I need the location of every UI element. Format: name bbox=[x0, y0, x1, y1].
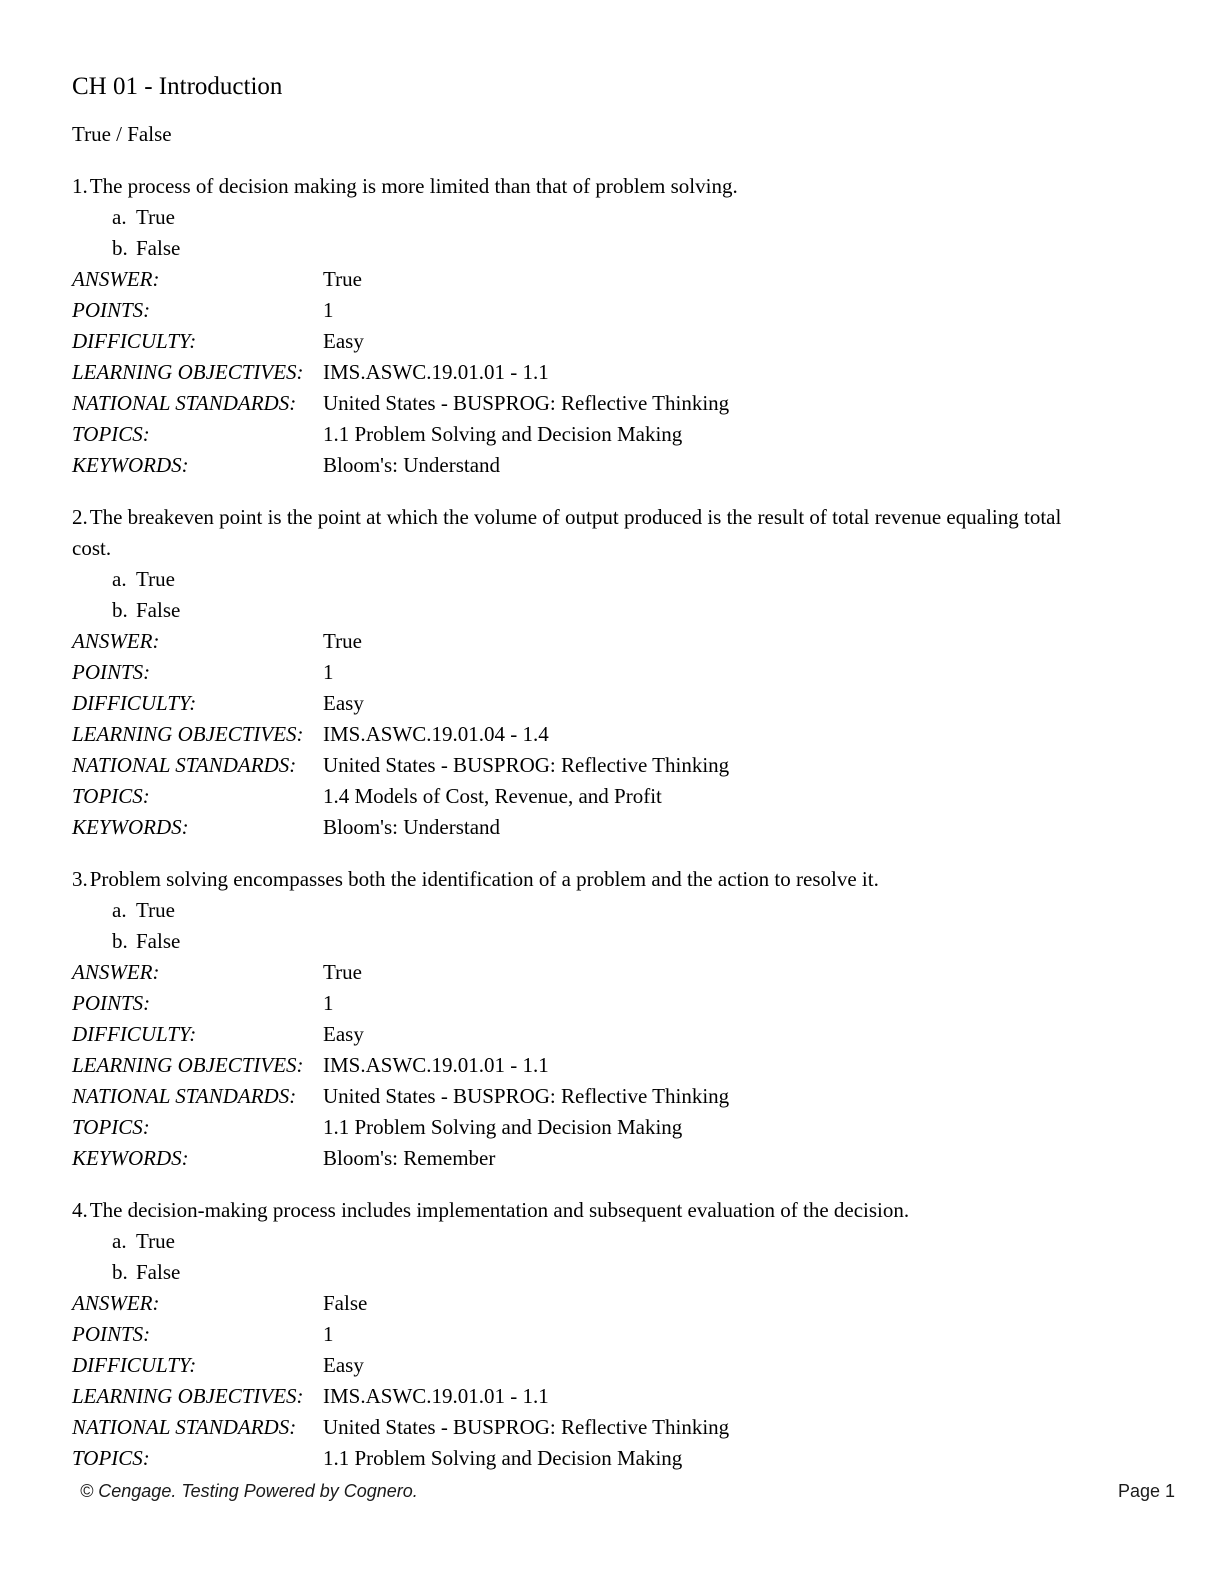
meta-label: TOPICS: bbox=[72, 784, 150, 808]
page-footer bbox=[80, 1480, 1175, 1502]
question-number: 4. bbox=[72, 1198, 88, 1222]
question-number: 1. bbox=[72, 174, 88, 198]
question-block-1 bbox=[72, 171, 1155, 481]
meta-label: NATIONAL STANDARDS: bbox=[72, 1084, 297, 1108]
answer-option-a bbox=[72, 895, 1155, 926]
answer-option-a bbox=[72, 202, 1155, 233]
meta-value: Easy bbox=[323, 691, 364, 715]
meta-label: ANSWER: bbox=[72, 960, 160, 984]
meta-label: NATIONAL STANDARDS: bbox=[72, 753, 297, 777]
meta-value: 1.1 Problem Solving and Decision Making bbox=[323, 1115, 683, 1139]
meta-value: False bbox=[323, 1291, 368, 1315]
meta-row-learning-objectives bbox=[72, 719, 1155, 750]
question-body: The decision-making process includes implementation and subsequent evaluation of the decision. bbox=[89, 1198, 910, 1222]
answer-option-b bbox=[72, 1257, 1155, 1288]
option-label: True bbox=[136, 1229, 175, 1253]
meta-row-learning-objectives bbox=[72, 1050, 1155, 1081]
meta-value: Bloom's: Understand bbox=[323, 815, 501, 839]
meta-value: IMS.ASWC.19.01.01 - 1.1 bbox=[323, 360, 549, 384]
meta-label: DIFFICULTY: bbox=[72, 691, 197, 715]
option-label: False bbox=[136, 236, 181, 260]
question-block-4 bbox=[72, 1195, 1155, 1474]
option-letter: a. bbox=[112, 567, 127, 591]
meta-row-points bbox=[72, 295, 1155, 326]
meta-label: NATIONAL STANDARDS: bbox=[72, 391, 297, 415]
footer-page-number: Page 1 bbox=[1117, 1481, 1175, 1501]
meta-row-national-standards bbox=[72, 388, 1155, 419]
meta-value: United States - BUSPROG: Reflective Thinking bbox=[323, 753, 730, 777]
question-body: Problem solving encompasses both the identification of a problem and the action to resolve it. bbox=[89, 867, 879, 891]
meta-label: LEARNING OBJECTIVES: bbox=[72, 1384, 304, 1408]
question-body: The process of decision making is more limited than that of problem solving. bbox=[89, 174, 738, 198]
meta-value: True bbox=[323, 629, 362, 653]
question-block-3 bbox=[72, 864, 1155, 1174]
meta-label: POINTS: bbox=[72, 660, 151, 684]
meta-label: POINTS: bbox=[72, 1322, 151, 1346]
meta-label: TOPICS: bbox=[72, 1115, 150, 1139]
page-content bbox=[72, 72, 1155, 1474]
meta-row-keywords bbox=[72, 450, 1155, 481]
option-letter: b. bbox=[112, 236, 128, 260]
page-title: CH 01 - Introduction bbox=[72, 73, 283, 100]
meta-row-national-standards bbox=[72, 1081, 1155, 1112]
meta-row-keywords bbox=[72, 1143, 1155, 1174]
meta-row-answer bbox=[72, 1288, 1155, 1319]
meta-label: DIFFICULTY: bbox=[72, 329, 197, 353]
meta-value: Bloom's: Understand bbox=[323, 453, 501, 477]
meta-row-keywords bbox=[72, 812, 1155, 843]
meta-label: ANSWER: bbox=[72, 1291, 160, 1315]
meta-row-answer bbox=[72, 264, 1155, 295]
meta-value: United States - BUSPROG: Reflective Thinking bbox=[323, 1084, 730, 1108]
meta-label: POINTS: bbox=[72, 991, 151, 1015]
question-text bbox=[72, 502, 1087, 564]
meta-value: IMS.ASWC.19.01.01 - 1.1 bbox=[323, 1053, 549, 1077]
meta-label: DIFFICULTY: bbox=[72, 1022, 197, 1046]
answer-option-b bbox=[72, 233, 1155, 264]
option-letter: a. bbox=[112, 898, 127, 922]
question-body: The breakeven point is the point at which the volume of output produced is the result of total revenue equaling total cost. bbox=[72, 505, 1062, 560]
meta-label: LEARNING OBJECTIVES: bbox=[72, 1053, 304, 1077]
meta-value: Easy bbox=[323, 1022, 364, 1046]
meta-value: IMS.ASWC.19.01.01 - 1.1 bbox=[323, 1384, 549, 1408]
meta-label: TOPICS: bbox=[72, 422, 150, 446]
meta-row-difficulty bbox=[72, 688, 1155, 719]
option-label: False bbox=[136, 1260, 181, 1284]
answer-option-a bbox=[72, 564, 1155, 595]
answer-option-b bbox=[72, 595, 1155, 626]
meta-label: LEARNING OBJECTIVES: bbox=[72, 360, 304, 384]
question-block-2 bbox=[72, 502, 1155, 843]
meta-value: Bloom's: Remember bbox=[323, 1146, 496, 1170]
meta-label: DIFFICULTY: bbox=[72, 1353, 197, 1377]
meta-row-difficulty bbox=[72, 326, 1155, 357]
meta-value: True bbox=[323, 960, 362, 984]
meta-value: Easy bbox=[323, 329, 364, 353]
meta-row-answer bbox=[72, 957, 1155, 988]
meta-value: 1 bbox=[323, 298, 334, 322]
option-letter: b. bbox=[112, 1260, 128, 1284]
meta-label: KEYWORDS: bbox=[72, 815, 189, 839]
option-label: False bbox=[136, 929, 181, 953]
section-label: True / False bbox=[72, 122, 172, 146]
meta-row-topics bbox=[72, 419, 1155, 450]
meta-label: ANSWER: bbox=[72, 629, 160, 653]
meta-row-difficulty bbox=[72, 1019, 1155, 1050]
option-letter: a. bbox=[112, 1229, 127, 1253]
meta-row-topics bbox=[72, 781, 1155, 812]
meta-label: KEYWORDS: bbox=[72, 1146, 189, 1170]
meta-row-answer bbox=[72, 626, 1155, 657]
meta-label: KEYWORDS: bbox=[72, 453, 189, 477]
option-letter: a. bbox=[112, 205, 127, 229]
meta-row-points bbox=[72, 988, 1155, 1019]
answer-option-b bbox=[72, 926, 1155, 957]
meta-value: 1.1 Problem Solving and Decision Making bbox=[323, 1446, 683, 1470]
meta-value: 1 bbox=[323, 1322, 334, 1346]
meta-row-national-standards bbox=[72, 1412, 1155, 1443]
option-label: False bbox=[136, 598, 181, 622]
meta-label: LEARNING OBJECTIVES: bbox=[72, 722, 304, 746]
option-label: True bbox=[136, 205, 175, 229]
meta-row-learning-objectives bbox=[72, 357, 1155, 388]
meta-value: 1 bbox=[323, 660, 334, 684]
meta-value: United States - BUSPROG: Reflective Thinking bbox=[323, 391, 730, 415]
option-label: True bbox=[136, 898, 175, 922]
meta-row-topics bbox=[72, 1443, 1155, 1474]
option-letter: b. bbox=[112, 598, 128, 622]
meta-row-points bbox=[72, 657, 1155, 688]
meta-value: IMS.ASWC.19.01.04 - 1.4 bbox=[323, 722, 549, 746]
meta-row-national-standards bbox=[72, 750, 1155, 781]
meta-label: NATIONAL STANDARDS: bbox=[72, 1415, 297, 1439]
meta-value: 1.4 Models of Cost, Revenue, and Profit bbox=[323, 784, 662, 808]
answer-option-a bbox=[72, 1226, 1155, 1257]
option-letter: b. bbox=[112, 929, 128, 953]
meta-row-difficulty bbox=[72, 1350, 1155, 1381]
meta-label: TOPICS: bbox=[72, 1446, 150, 1470]
meta-value: Easy bbox=[323, 1353, 364, 1377]
meta-row-learning-objectives bbox=[72, 1381, 1155, 1412]
question-number: 3. bbox=[72, 867, 88, 891]
question-text bbox=[72, 1195, 1087, 1226]
question-text bbox=[72, 864, 1087, 895]
question-number: 2. bbox=[72, 505, 88, 529]
meta-value: 1 bbox=[323, 991, 334, 1015]
meta-value: 1.1 Problem Solving and Decision Making bbox=[323, 422, 683, 446]
meta-value: United States - BUSPROG: Reflective Thinking bbox=[323, 1415, 730, 1439]
option-label: True bbox=[136, 567, 175, 591]
meta-row-points bbox=[72, 1319, 1155, 1350]
meta-label: ANSWER: bbox=[72, 267, 160, 291]
meta-row-topics bbox=[72, 1112, 1155, 1143]
meta-value: True bbox=[323, 267, 362, 291]
question-text bbox=[72, 171, 1087, 202]
footer-copyright: © Cengage. Testing Powered by Cognero. bbox=[80, 1481, 418, 1501]
meta-label: POINTS: bbox=[72, 298, 151, 322]
